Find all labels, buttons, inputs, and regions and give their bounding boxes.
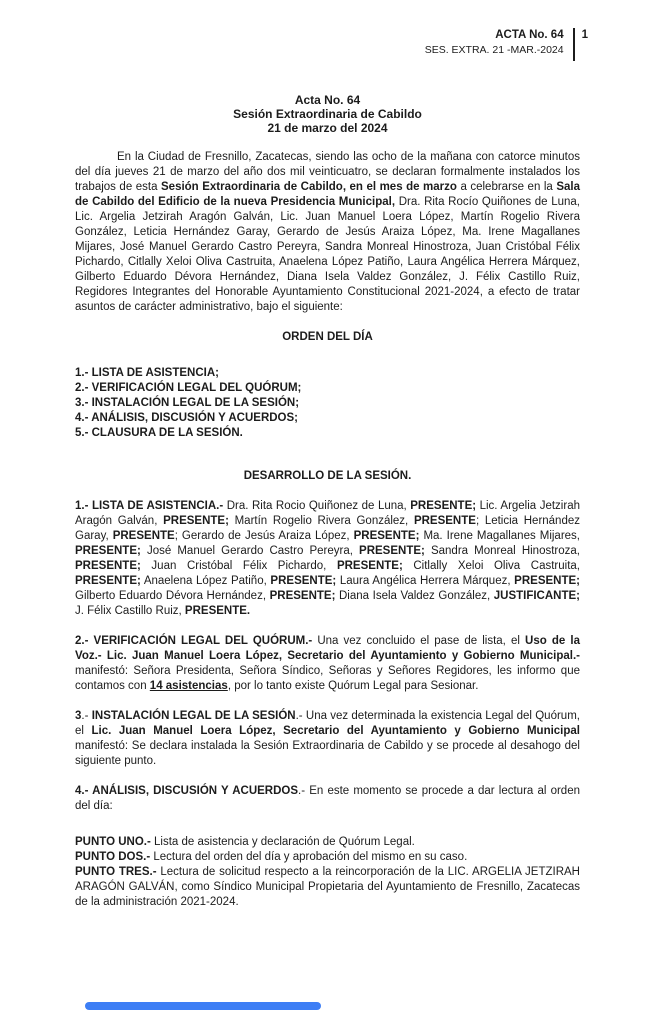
orden-item-4: 4.- ANÁLISIS, DISCUSIÓN Y ACUERDOS; (75, 412, 299, 424)
horizontal-scrollbar-thumb[interactable] (85, 1002, 321, 1010)
paragraph-instalacion-legal: 3.- INSTALACIÓN LEGAL DE LA SESIÓN.- Una vez determinada la existencia Legal del Quórum, el Lic. Juan Manuel Loera López, Secretario del Ayuntamiento y Gobierno Municipal manifestó: Se declara instalada la Sesión Extraordinaria de Cabildo y se procede al desahogo del siguiente punto. (75, 710, 580, 767)
title-session-type: Sesión Extraordinaria de Cabildo (233, 107, 422, 121)
paragraph-punto-uno: PUNTO UNO.- Lista de asistencia y declaración de Quórum Legal. (75, 836, 415, 848)
header-divider (573, 28, 575, 61)
heading-desarrollo: DESARROLLO DE LA SESIÓN. (243, 470, 412, 482)
orden-item-1: 1.- LISTA DE ASISTENCIA; (75, 367, 219, 379)
title-session-date: 21 de marzo del 2024 (267, 121, 388, 135)
header-session-line: SES. EXTRA. 21 -MAR.-2024 (424, 44, 564, 56)
header-page-number: 1 (581, 29, 588, 41)
paragraph-verificacion-quorum: 2.- VERIFICACIÓN LEGAL DEL QUÓRUM.- Una vez concluido el pase de lista, el Uso de la Voz.- Lic. Juan Manuel Loera López, Secretario del Ayuntamiento y Gobierno Municipal.- manifestó: Señora Presidenta, Señora Síndico, Señoras y Señores Regidores, les informo que contamos con 14 asistencias, por lo tanto existe Quórum Legal para Sesionar. (75, 635, 580, 692)
title-acta-number: Acta No. 64 (294, 93, 361, 107)
paragraph-analisis-acuerdos: 4.- ANÁLISIS, DISCUSIÓN Y ACUERDOS.- En este momento se procede a dar lectura al orden del día: (75, 785, 580, 812)
paragraph-punto-tres: PUNTO TRES.- Lectura de solicitud respecto a la reincorporación de la LIC. ARGELIA JETZIRAH ARAGÓN GALVÁN, como Síndico Municipal Propietaria del Ayuntamiento de Fresnillo, Zacatecas de la administración 2021-2024. (75, 866, 580, 908)
orden-item-5: 5.- CLAUSURA DE LA SESIÓN. (75, 427, 243, 439)
paragraph-opening: En la Ciudad de Fresnillo, Zacatecas, siendo las ocho de la mañana con catorce minutos del día jueves 21 de marzo del año dos mil veinticuatro, se declaran formalmente instalados los trabajos de esta Sesión Extraordinaria de Cabildo, en el mes de marzo a celebrarse en la Sala de Cabildo del Edificio de la nueva Presidencia Municipal, Dra. Rita Rocío Quiñones de Luna, Lic. Argelia Jetzirah Aragón Galván, Lic. Juan Manuel Loera López, Martín Rogelio Rivera González, Leticia Hernández Garay, Gerardo de Jesús Araiza López, Ma. Irene Magallanes Mijares, José Manuel Gerardo Castro Pereyra, Sandra Monreal Hinostroza, Juan Cristóbal Félix Pichardo, Citlally Xeloi Oliva Castruita, Anaelena López Patiño, Laura Angélica Herrera Márquez, Gilberto Eduardo Dévora Hernández, Diana Isela Valdez González, J. Félix Castillo Ruiz, Regidores Integrantes del Honorable Ayuntamiento Constitucional 2021-2024, a efecto de tratar asuntos de carácter administrativo, bajo el siguiente: (75, 151, 581, 313)
header-text-block (425, 28, 564, 57)
paragraph-lista-asistencia: 1.- LISTA DE ASISTENCIA.- Dra. Rita Rocio Quiñonez de Luna, PRESENTE; Lic. Argelia Jetzirah Aragón Galván, PRESENTE; Martín Rogelio Rivera González, PRESENTE; Leticia Hernández Garay, PRESENTE; Gerardo de Jesús Araiza López, PRESENTE; Ma. Irene Magallanes Mijares, PRESENTE; José Manuel Gerardo Castro Pereyra, PRESENTE; Sandra Monreal Hinostroza, PRESENTE; Juan Cristóbal Félix Pichardo, PRESENTE; Citlally Xeloi Oliva Castruita, PRESENTE; Anaelena López Patiño, PRESENTE; Laura Angélica Herrera Márquez, PRESENTE; Gilberto Eduardo Dévora Hernández, PRESENTE; Diana Isela Valdez González, JUSTIFICANTE; J. Félix Castillo Ruiz, PRESENTE. (75, 500, 580, 617)
heading-orden-del-dia: ORDEN DEL DÍA (282, 331, 373, 343)
orden-item-3: 3.- INSTALACIÓN LEGAL DE LA SESIÓN; (75, 397, 300, 409)
document-body (75, 150, 580, 910)
orden-item-2: 2.- VERIFICACIÓN LEGAL DEL QUÓRUM; (75, 382, 302, 394)
paragraph-punto-dos: PUNTO DOS.- Lectura del orden del día y aprobación del mismo en su caso. (75, 851, 468, 863)
document-title-block (75, 93, 580, 135)
header-acta-number: ACTA No. 64 (495, 29, 564, 41)
page-header (75, 28, 588, 61)
